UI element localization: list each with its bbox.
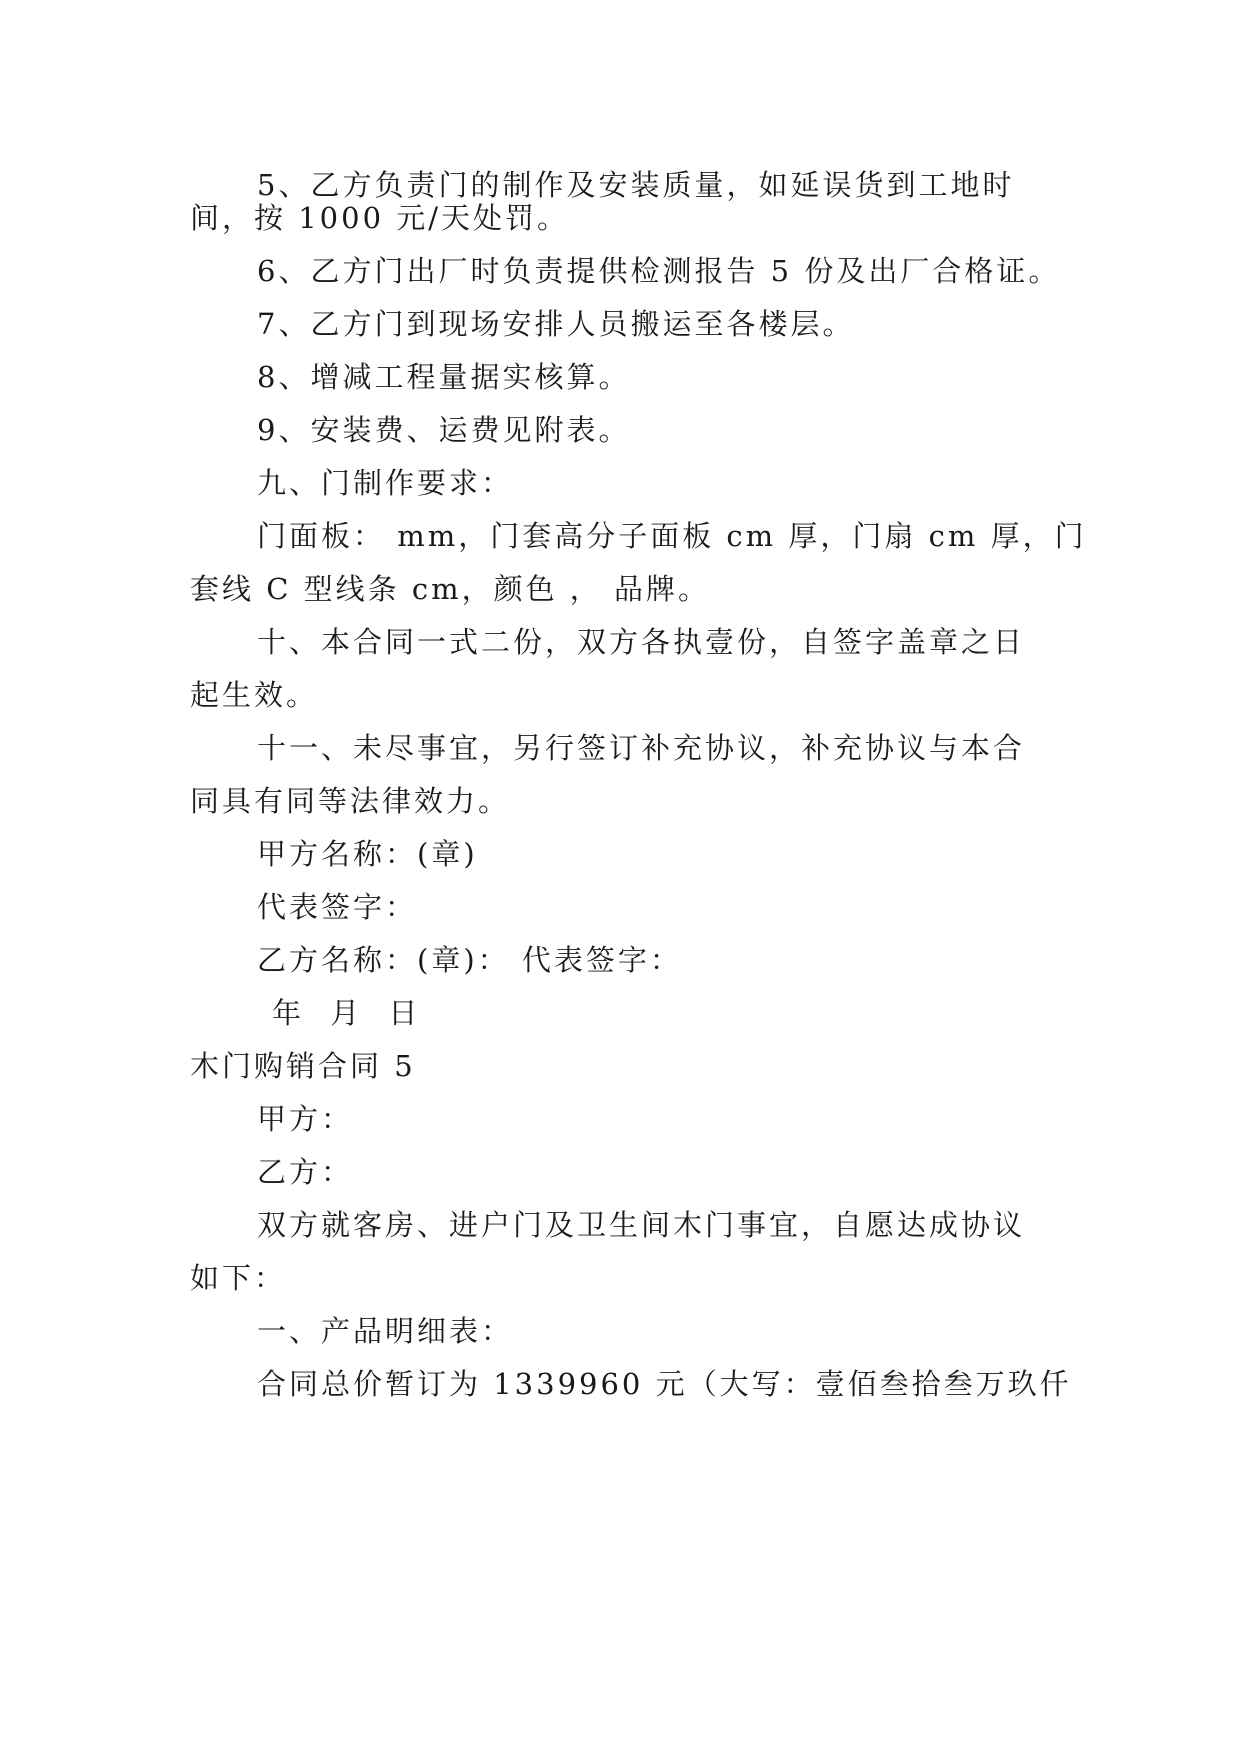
section-10-line-1: 十、本合同一式二份，双方各执壹份，自签字盖章之日: [257, 625, 1026, 659]
total-price-line: 合同总价暂订为 1339960 元（大写：壹佰叁拾叁万玖仟: [257, 1367, 1072, 1401]
section-1-heading: 一、产品明细表：: [257, 1314, 514, 1348]
party-a-signature: 代表签字：: [257, 890, 418, 924]
clause-9: 9、安装费、运费见附表。: [257, 413, 631, 447]
clause-5-line-1: 5、乙方负责门的制作及安装质量，如延误货到工地时: [257, 168, 1015, 202]
party-a-label: 甲方：: [257, 1102, 354, 1136]
party-a-name: 甲方名称：(章): [257, 837, 478, 871]
party-b-label: 乙方：: [257, 1155, 354, 1189]
section-9-heading: 九、门制作要求：: [257, 466, 514, 500]
clause-7: 7、乙方门到现场安排人员搬运至各楼层。: [257, 307, 855, 341]
clause-5-line-2: 间，按 1000 元/天处罚。: [190, 201, 570, 235]
agreement-intro-line-1: 双方就客房、进户门及卫生间木门事宜，自愿达成协议: [257, 1208, 1026, 1242]
contract-title: 木门购销合同 5: [190, 1049, 416, 1083]
party-b-name-signature: 乙方名称：(章)： 代表签字：: [257, 943, 682, 977]
clause-6: 6、乙方门出厂时负责提供检测报告 5 份及出厂合格证。: [257, 254, 1061, 288]
section-11-line-2: 同具有同等法律效力。: [190, 784, 511, 818]
date-line: 年 月 日: [272, 996, 421, 1030]
door-spec-line-1: 门面板： mm，门套高分子面板 cm 厚，门扇 cm 厚，门: [257, 519, 1087, 553]
door-spec-line-2: 套线 C 型线条 cm，颜色 ， 品牌。: [190, 572, 711, 606]
section-11-line-1: 十一、未尽事宜，另行签订补充协议，补充协议与本合: [257, 731, 1026, 765]
section-10-line-2: 起生效。: [190, 678, 319, 712]
clause-8: 8、增减工程量据实核算。: [257, 360, 631, 394]
agreement-intro-line-2: 如下：: [190, 1261, 287, 1295]
